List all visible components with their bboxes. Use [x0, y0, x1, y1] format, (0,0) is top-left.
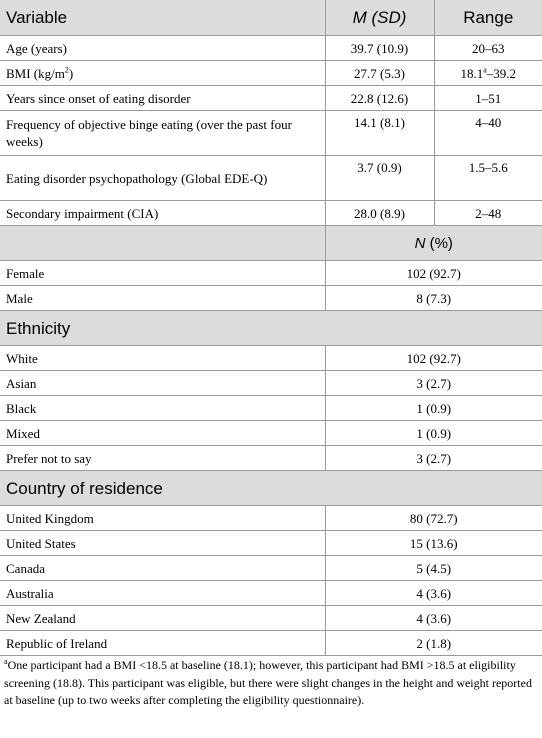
- footnote-marker: a: [4, 657, 8, 666]
- row-label: Black: [0, 396, 325, 421]
- table-row: [0, 446, 542, 471]
- header-msd: M (SD): [325, 0, 434, 36]
- row-range: 2–48: [434, 201, 542, 226]
- n-symbol: N: [414, 234, 426, 252]
- row-label: Male: [0, 286, 325, 311]
- table-row: [0, 36, 542, 61]
- table-row: [0, 86, 542, 111]
- row-label: Prefer not to say: [0, 446, 325, 471]
- row-label: Mixed: [0, 421, 325, 446]
- row-value: 2 (1.8): [325, 631, 542, 656]
- table-row: [0, 261, 542, 286]
- table-row: [0, 346, 542, 371]
- row-value: 3 (2.7): [325, 371, 542, 396]
- row-value: 102 (92.7): [325, 346, 542, 371]
- table-row: [0, 371, 542, 396]
- row-value: 1 (0.9): [325, 421, 542, 446]
- table-row: [0, 506, 542, 531]
- table-row: [0, 396, 542, 421]
- table-row: [0, 286, 542, 311]
- row-msd: 28.0 (8.9): [325, 201, 434, 226]
- row-value: 15 (13.6): [325, 531, 542, 556]
- row-value: 4 (3.6): [325, 581, 542, 606]
- section-title-ethnicity: Ethnicity: [0, 311, 542, 346]
- header-range: Range: [434, 0, 542, 36]
- header-variable: Variable: [0, 0, 325, 36]
- row-value: 5 (4.5): [325, 556, 542, 581]
- row-range: 20–63: [434, 36, 542, 61]
- n-percent-header: [325, 226, 542, 261]
- section-header-row: [0, 471, 542, 506]
- table-row: [0, 111, 542, 156]
- row-label: Frequency of objective binge eating (over the past four weeks): [0, 111, 325, 156]
- percent-label: (%): [425, 234, 453, 252]
- row-label: Age (years): [0, 36, 325, 61]
- table-row: [0, 581, 542, 606]
- row-msd: 3.7 (0.9): [325, 156, 434, 201]
- bmi-range-max: –39.2: [486, 65, 517, 81]
- n-percent-header-row: [0, 226, 542, 261]
- table-row: [0, 421, 542, 446]
- row-value: 4 (3.6): [325, 606, 542, 631]
- row-label: Female: [0, 261, 325, 286]
- row-range: 4–40: [434, 111, 542, 156]
- row-label: Secondary impairment (CIA): [0, 201, 325, 226]
- bmi-range-min: 18.1: [460, 65, 484, 81]
- n-header-spacer: [0, 226, 325, 261]
- footnote-marker: a: [483, 65, 487, 75]
- row-range: 1–51: [434, 86, 542, 111]
- row-range: 1.5–5.6: [434, 156, 542, 201]
- row-msd: 14.1 (8.1): [325, 111, 434, 156]
- bmi-label-superscript: 2: [64, 65, 69, 75]
- row-msd: 22.8 (12.6): [325, 86, 434, 111]
- row-msd: 27.7 (5.3): [325, 61, 434, 86]
- bmi-label-text: BMI (kg/m: [6, 65, 65, 81]
- table-header-row: [0, 0, 542, 36]
- table-row: [0, 556, 542, 581]
- row-label: Republic of Ireland: [0, 631, 325, 656]
- table-row: [0, 531, 542, 556]
- row-value: 102 (92.7): [325, 261, 542, 286]
- table-row: [0, 631, 542, 656]
- row-value: 1 (0.9): [325, 396, 542, 421]
- table-row: [0, 606, 542, 631]
- row-label: New Zealand: [0, 606, 325, 631]
- section-title-country: Country of residence: [0, 471, 542, 506]
- row-value: 3 (2.7): [325, 446, 542, 471]
- row-label: Asian: [0, 371, 325, 396]
- row-range: [434, 61, 542, 86]
- row-label: United Kingdom: [0, 506, 325, 531]
- table-row: [0, 156, 542, 201]
- row-label: Canada: [0, 556, 325, 581]
- row-label: [0, 61, 325, 86]
- row-value: 80 (72.7): [325, 506, 542, 531]
- row-msd: 39.7 (10.9): [325, 36, 434, 61]
- row-label: Eating disorder psychopathology (Global EDE-Q): [0, 156, 325, 201]
- section-header-row: [0, 311, 542, 346]
- row-label: White: [0, 346, 325, 371]
- row-label: Years since onset of eating disorder: [0, 86, 325, 111]
- row-label: Australia: [0, 581, 325, 606]
- row-label: United States: [0, 531, 325, 556]
- row-value: 8 (7.3): [325, 286, 542, 311]
- bmi-label-close: ): [68, 65, 74, 81]
- table-row: [0, 61, 542, 86]
- table-footnote: [4, 657, 538, 710]
- table-row: [0, 201, 542, 226]
- footnote-text: One participant had a BMI <18.5 at baseline (18.1); however, this participant had BMI >18.5 at eligibility screening (18.8). This participant was eligible, but there were slight changes in the height and weight reported at baseline (up to two weeks after completing the eligibility questionnaire).: [4, 658, 532, 707]
